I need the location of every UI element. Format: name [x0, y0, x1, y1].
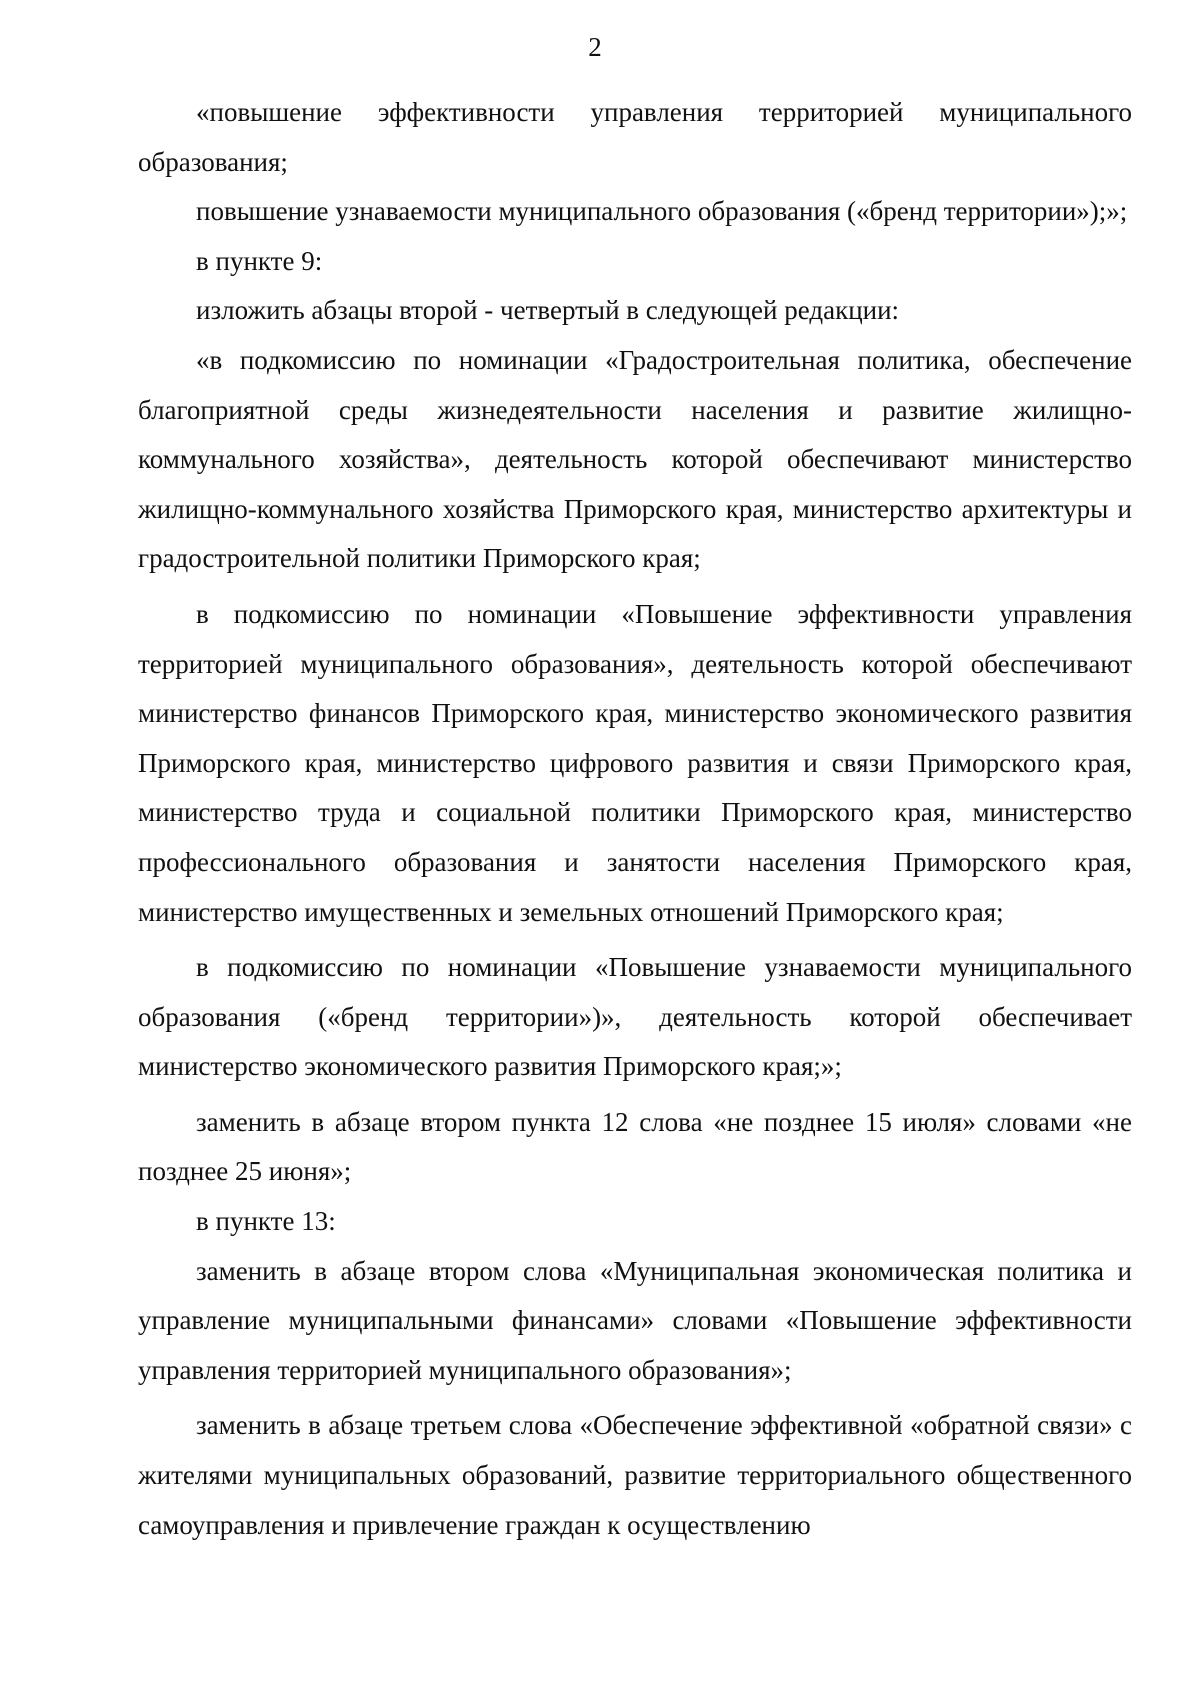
- paragraph-6: в подкомиссию по номинации «Повышение эффективности управления территорией муниципального образования», деятельность которой обеспечивают министерство финансов Приморского края, министерство экономического развития Приморского края, министерство цифрового развития и связи Приморского края, министерство труда и социальной политики Приморского края, министерство профессионального образования и занятости населения Приморского края, министерство имущественных и земельных отношений Приморского края;: [138, 598, 1132, 927]
- paragraph-2: повышение узнаваемости муниципального образования («бренд территории»);»;: [196, 196, 1128, 227]
- paragraph-4: изложить абзацы второй - четвертый в следующей редакции:: [196, 295, 900, 326]
- paragraph-7: в подкомиссию по номинации «Повышение узнаваемости муниципального образования («бренд территории»)», деятельность которой обеспечивает министерство экономического развития Приморского края;»;: [138, 952, 1132, 1082]
- paragraph-5: «в подкомиссию по номинации «Градостроительная политика, обеспечение благоприятной среды жизнедеятельности населения и развитие жилищно-коммунального хозяйства», деятельность которой обеспечивают министерство жилищно-коммунального хозяйства Приморского края, министерство архитектуры и градостроительной политики Приморского края;: [138, 344, 1132, 574]
- paragraph-3: в пункте 9:: [196, 245, 323, 276]
- page-number: 2: [588, 32, 602, 62]
- paragraph-8: заменить в абзаце втором пункта 12 слова «не позднее 15 июля» словами «не позднее 25 июня»;: [138, 1106, 1132, 1187]
- document-body: [138, 88, 1132, 1550]
- paragraph-10: заменить в абзаце втором слова «Муниципальная экономическая политика и управление муниципальными финансами» словами «Повышение эффективности управления территорией муниципального образования»;: [138, 1255, 1132, 1385]
- paragraph-11: заменить в абзаце третьем слова «Обеспечение эффективной «обратной связи» с жителями муниципальных образований, развитие территориального общественного самоуправления и привлечение граждан к осуществлению: [138, 1410, 1132, 1540]
- paragraph-9: в пункте 13:: [196, 1206, 336, 1237]
- paragraph-1: «повышение эффективности управления территорией муниципального образования;: [138, 97, 1132, 177]
